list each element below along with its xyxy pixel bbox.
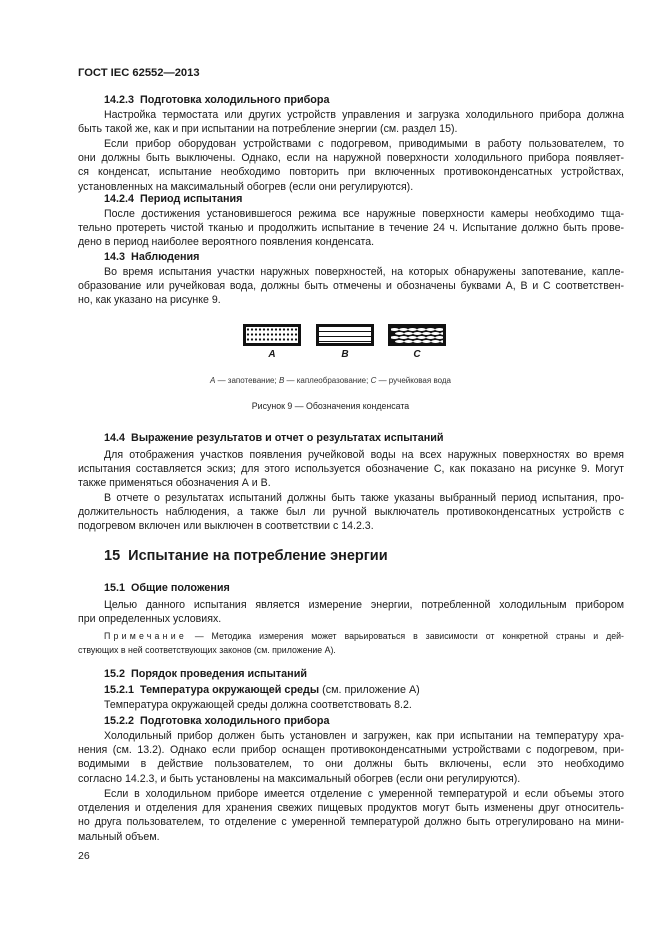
text-line: испытания составляется эскиз; для этого используется обозначение С, как показано на рисунке 9. Могут bbox=[78, 463, 624, 476]
section-heading bbox=[78, 683, 650, 697]
section-heading bbox=[78, 714, 650, 728]
symbol-label-b: B bbox=[341, 349, 349, 360]
section-heading bbox=[78, 581, 650, 595]
water-streak bbox=[422, 340, 431, 343]
water-streak bbox=[440, 340, 446, 343]
water-streak bbox=[408, 328, 417, 331]
water-streak bbox=[413, 340, 422, 343]
text-line: В отчете о результатах испытаний должны быть также указаны выбранный период испытания, про- bbox=[104, 492, 624, 504]
water-streak bbox=[431, 340, 440, 343]
note bbox=[78, 630, 624, 657]
water-streak bbox=[426, 328, 435, 331]
section-heading bbox=[78, 250, 650, 264]
section-number: 15.2.2 bbox=[104, 715, 135, 727]
section-number: 15 bbox=[104, 548, 121, 564]
text-line: установленных на максимальный обогрев (если они регулируются). bbox=[78, 180, 414, 193]
droplet-symbol bbox=[316, 324, 374, 346]
section-title: Порядок проведения испытаний bbox=[131, 668, 307, 680]
section-heading bbox=[78, 431, 650, 445]
text-line: но друга пользователем, то отделение с умеренной температурой должно быть отрегулировано на мини- bbox=[78, 816, 624, 829]
text-line: но, как указано на рисунке 9. bbox=[78, 294, 221, 307]
text-line: Температура окружающей среды должна соответствовать 8.2. bbox=[104, 699, 412, 711]
water-streak bbox=[395, 332, 404, 335]
paragraph bbox=[78, 207, 624, 250]
text-line: тельно протереть чистой тканью и продолжить испытание в течение 24 ч. Испытание должно быть прове- bbox=[78, 222, 624, 235]
paragraph bbox=[78, 787, 624, 844]
section-number: 14.4 bbox=[104, 432, 126, 444]
text-line: образование или ручейковая вода, должны быть отмечены и обозначены буквами А, В и С соответствен- bbox=[78, 280, 624, 293]
water-streak bbox=[440, 332, 446, 335]
text-line: дено в период наиболее вероятного появления конденсата. bbox=[78, 236, 375, 249]
symbol-label-a: A bbox=[268, 349, 276, 360]
page-number: 26 bbox=[78, 850, 90, 862]
text-line: Если прибор оборудован устройствами с подогревом, приводимыми в работу пользователем, то bbox=[104, 138, 624, 150]
section-heading bbox=[78, 93, 650, 107]
section-title: Подготовка холодильного прибора bbox=[140, 94, 330, 106]
section-title: Температура окружающей среды bbox=[140, 684, 320, 696]
paragraph bbox=[78, 108, 624, 136]
section-number: 14.2.3 bbox=[104, 94, 135, 106]
section-number: 14.2.4 bbox=[104, 193, 135, 205]
paragraph bbox=[78, 448, 624, 491]
water-streak bbox=[435, 328, 444, 331]
text-line: они должны быть выключены. Однако, если на наружной поверхности холодильного прибора появляет- bbox=[78, 152, 624, 165]
paragraph bbox=[78, 598, 624, 626]
note-text: — Методика измерения может варьироваться в зависимости от конкретной страны и дей- bbox=[194, 631, 624, 641]
water-streak bbox=[413, 332, 422, 335]
water-streak bbox=[399, 328, 408, 331]
text-line bbox=[78, 630, 624, 644]
legend-letter: C bbox=[370, 376, 377, 385]
figure-title: Рисунок 9 — Обозначения конденсата bbox=[251, 401, 410, 411]
legend-letter: B bbox=[278, 376, 285, 385]
text-line: Холодильный прибор должен быть установлен и загружен, как при испытании на температуру хра- bbox=[104, 730, 624, 742]
text-line: мальный объем. bbox=[78, 830, 160, 843]
figure-legend bbox=[0, 375, 661, 386]
legend-text: — ручейковая вода bbox=[376, 376, 451, 385]
section-heading bbox=[78, 667, 650, 681]
figure-9 bbox=[0, 322, 661, 417]
text-line: подогревом включен или выключен в соответствии с 14.2.3. bbox=[78, 520, 374, 533]
note-label: Примечание bbox=[104, 631, 187, 641]
water-streak bbox=[404, 332, 413, 335]
section-title: Подготовка холодильного прибора bbox=[140, 715, 330, 727]
water-streak bbox=[422, 332, 431, 335]
paragraph bbox=[78, 265, 624, 308]
section-number: 14.3 bbox=[104, 251, 126, 263]
text-line: водимыми в действие пользователем, то они должны быть включены, если это необходимо bbox=[78, 758, 624, 771]
text-line: быть такой же, как и при испытании на потребление энергии (см. раздел 15). bbox=[78, 123, 458, 136]
section-title: Общие положения bbox=[131, 582, 230, 594]
fogging-symbol bbox=[243, 324, 301, 346]
text-line: ся конденсат, испытание необходимо повторить при включенных противоконденсатных устройствах, bbox=[78, 166, 624, 179]
paragraph bbox=[78, 729, 624, 786]
section-number: 15.1 bbox=[104, 582, 126, 594]
text-line: Для отображения участков появления ручейковой воды на всех наружных поверхностях во время bbox=[104, 449, 624, 461]
text-line: Если в холодильном приборе имеется отделение с умеренной температурой и если объемы этого bbox=[104, 788, 624, 800]
section-title: Выражение результатов и отчет о результатах испытаний bbox=[131, 432, 444, 444]
paragraph bbox=[78, 137, 624, 194]
section-number: 15.2 bbox=[104, 668, 126, 680]
water-streak bbox=[426, 336, 435, 339]
running-water-symbol bbox=[388, 324, 446, 346]
section-suffix: (см. приложение А) bbox=[319, 684, 420, 696]
water-streak bbox=[417, 328, 426, 331]
section-heading bbox=[78, 192, 650, 206]
section-title: Наблюдения bbox=[131, 251, 200, 263]
legend-text: — запотевание; bbox=[215, 376, 279, 385]
text-line: также применяться обозначения А и В. bbox=[78, 477, 271, 490]
water-streak bbox=[417, 336, 426, 339]
water-streak bbox=[390, 328, 399, 331]
section-number: 15.2.1 bbox=[104, 684, 135, 696]
text-line: нения (см. 13.2). Однако если прибор оснащен противоконденсатными устройствами с подогревом, при- bbox=[78, 744, 624, 757]
legend-text: — каплеобразование; bbox=[284, 376, 371, 385]
text-line: отделения и отделения для хранения свежих пищевых продуктов могут быть изменены друг относитель- bbox=[78, 802, 624, 815]
text-line: должительность наблюдения, а также был ли ручной выключатель противоконденсатных устройств с bbox=[78, 506, 624, 519]
text-line: согласно 14.2.3, и быть установлены на максимальный обогрев (если они регулируются). bbox=[78, 772, 521, 785]
section-title: Период испытания bbox=[140, 193, 243, 205]
water-streak bbox=[431, 332, 440, 335]
text-line: Настройка термостата или других устройств управления и загрузка холодильного прибора должна bbox=[104, 109, 624, 121]
section-heading bbox=[78, 547, 650, 565]
section-title: Испытание на потребление энергии bbox=[128, 548, 388, 564]
text-line: при определенных условиях. bbox=[78, 613, 222, 626]
text-line: После достижения установившегося режима все наружные поверхности камеры необходимо тща- bbox=[104, 208, 624, 220]
water-streak bbox=[399, 336, 408, 339]
water-streak bbox=[408, 336, 417, 339]
legend-letter: A bbox=[210, 376, 216, 385]
symbol-label-c: C bbox=[413, 349, 421, 360]
text-line: ствующих в ней соответствующих законов (см. приложение А). bbox=[78, 644, 336, 655]
document-header: ГОСТ IEC 62552—2013 bbox=[78, 67, 200, 79]
text-line: Целью данного испытания является измерение энергии, потребленной холодильным прибором bbox=[104, 599, 624, 611]
paragraph bbox=[78, 491, 624, 534]
water-streak bbox=[435, 336, 444, 339]
paragraph bbox=[78, 698, 624, 712]
water-streak bbox=[390, 336, 399, 339]
water-streak bbox=[395, 340, 404, 343]
text-line: Во время испытания участки наружных поверхностей, на которых обнаружены запотевание, капле- bbox=[104, 266, 624, 278]
water-streak bbox=[404, 340, 413, 343]
